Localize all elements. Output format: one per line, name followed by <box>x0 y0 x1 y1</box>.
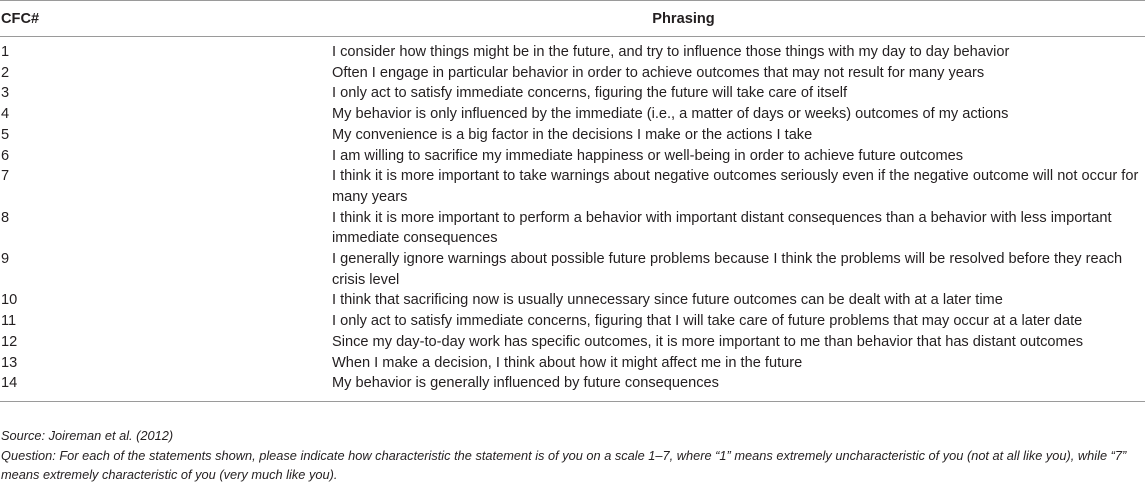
column-header-cfc-number: CFC# <box>0 1 332 37</box>
column-header-phrasing: Phrasing <box>332 1 1145 37</box>
table-row <box>0 249 1145 290</box>
table-row <box>0 353 1145 374</box>
phrasing-text: I think that sacrificing now is usually unnecessary since future outcomes can be dealt with at a later time <box>332 292 1003 309</box>
phrasing-text: I am willing to sacrifice my immediate happiness or well-being in order to achieve future outcomes <box>332 147 964 164</box>
question-note: Question: For each of the statements shown, please indicate how characteristic the statement is of you on a scale 1–7, where “1” means extremely uncharacteristic of you (not at all like you), while “7” means extremely characteristic of you (very much like you). <box>1 447 1127 482</box>
table-row <box>0 290 1145 311</box>
phrasing-text: My behavior is only influenced by the immediate (i.e., a matter of days or weeks) outcomes of my actions <box>332 106 1009 123</box>
phrasing-text: My behavior is generally influenced by future consequences <box>332 373 1145 401</box>
table-notes <box>1 426 1141 485</box>
cfc-number: 1 <box>1 44 10 60</box>
phrasing-text: I only act to satisfy immediate concerns, figuring the future will take care of itself <box>332 85 848 102</box>
phrasing-text: Since my day-to-day work has specific outcomes, it is more important to me than behavior that has distant outcomes <box>332 333 1084 350</box>
cfc-number: 5 <box>1 126 10 143</box>
phrasing-text: My convenience is a big factor in the decisions I make or the actions I take <box>332 126 813 143</box>
table-row <box>0 332 1145 353</box>
cfc-number: 13 <box>1 354 18 371</box>
phrasing-text: I only act to satisfy immediate concerns, figuring that I will take care of future problems that may occur at a later date <box>332 313 1083 330</box>
source-note: Source: Joireman et al. (2012) <box>1 428 174 443</box>
table-row <box>0 166 1145 207</box>
cfc-number: 6 <box>1 147 10 164</box>
table-row <box>0 63 1145 84</box>
phrasing-text: I think it is more important to perform a behavior with important distant consequences than a behavior with less important immediate consequences <box>332 209 1112 247</box>
table-row <box>0 104 1145 125</box>
phrasing-text: Often I engage in particular behavior in order to achieve outcomes that may not result for many years <box>332 64 985 81</box>
phrasing-text: I think it is more important to take warnings about negative outcomes seriously even if the negative outcome will not occur for many years <box>332 168 1139 205</box>
table-row <box>0 83 1145 104</box>
table-body <box>0 37 1145 402</box>
table-row <box>0 37 1145 63</box>
cfc-number: 14 <box>0 373 332 401</box>
table-row <box>0 311 1145 332</box>
table-row <box>0 146 1145 167</box>
header-row <box>0 1 1145 37</box>
cfc-number: 9 <box>1 251 10 268</box>
phrasing-text: I consider how things might be in the future, and try to influence those things with my day to day behavior <box>332 44 1010 60</box>
cfc-number: 8 <box>1 209 10 226</box>
table-row <box>0 125 1145 146</box>
table-row <box>0 208 1145 249</box>
cfc-number: 12 <box>1 333 18 350</box>
table-header <box>0 1 1145 37</box>
cfc-number: 3 <box>1 85 10 102</box>
cfc-number: 10 <box>1 292 18 309</box>
table-row <box>0 373 1145 401</box>
cfc-number: 4 <box>1 106 10 123</box>
cfc-number: 2 <box>1 64 10 81</box>
cfc-number: 11 <box>1 313 17 330</box>
cfc-number: 7 <box>1 168 10 185</box>
phrasing-text: When I make a decision, I think about how it might affect me in the future <box>332 354 803 371</box>
phrasing-text: I generally ignore warnings about possible future problems because I think the problems will be resolved before they reach crisis level <box>332 251 1123 288</box>
